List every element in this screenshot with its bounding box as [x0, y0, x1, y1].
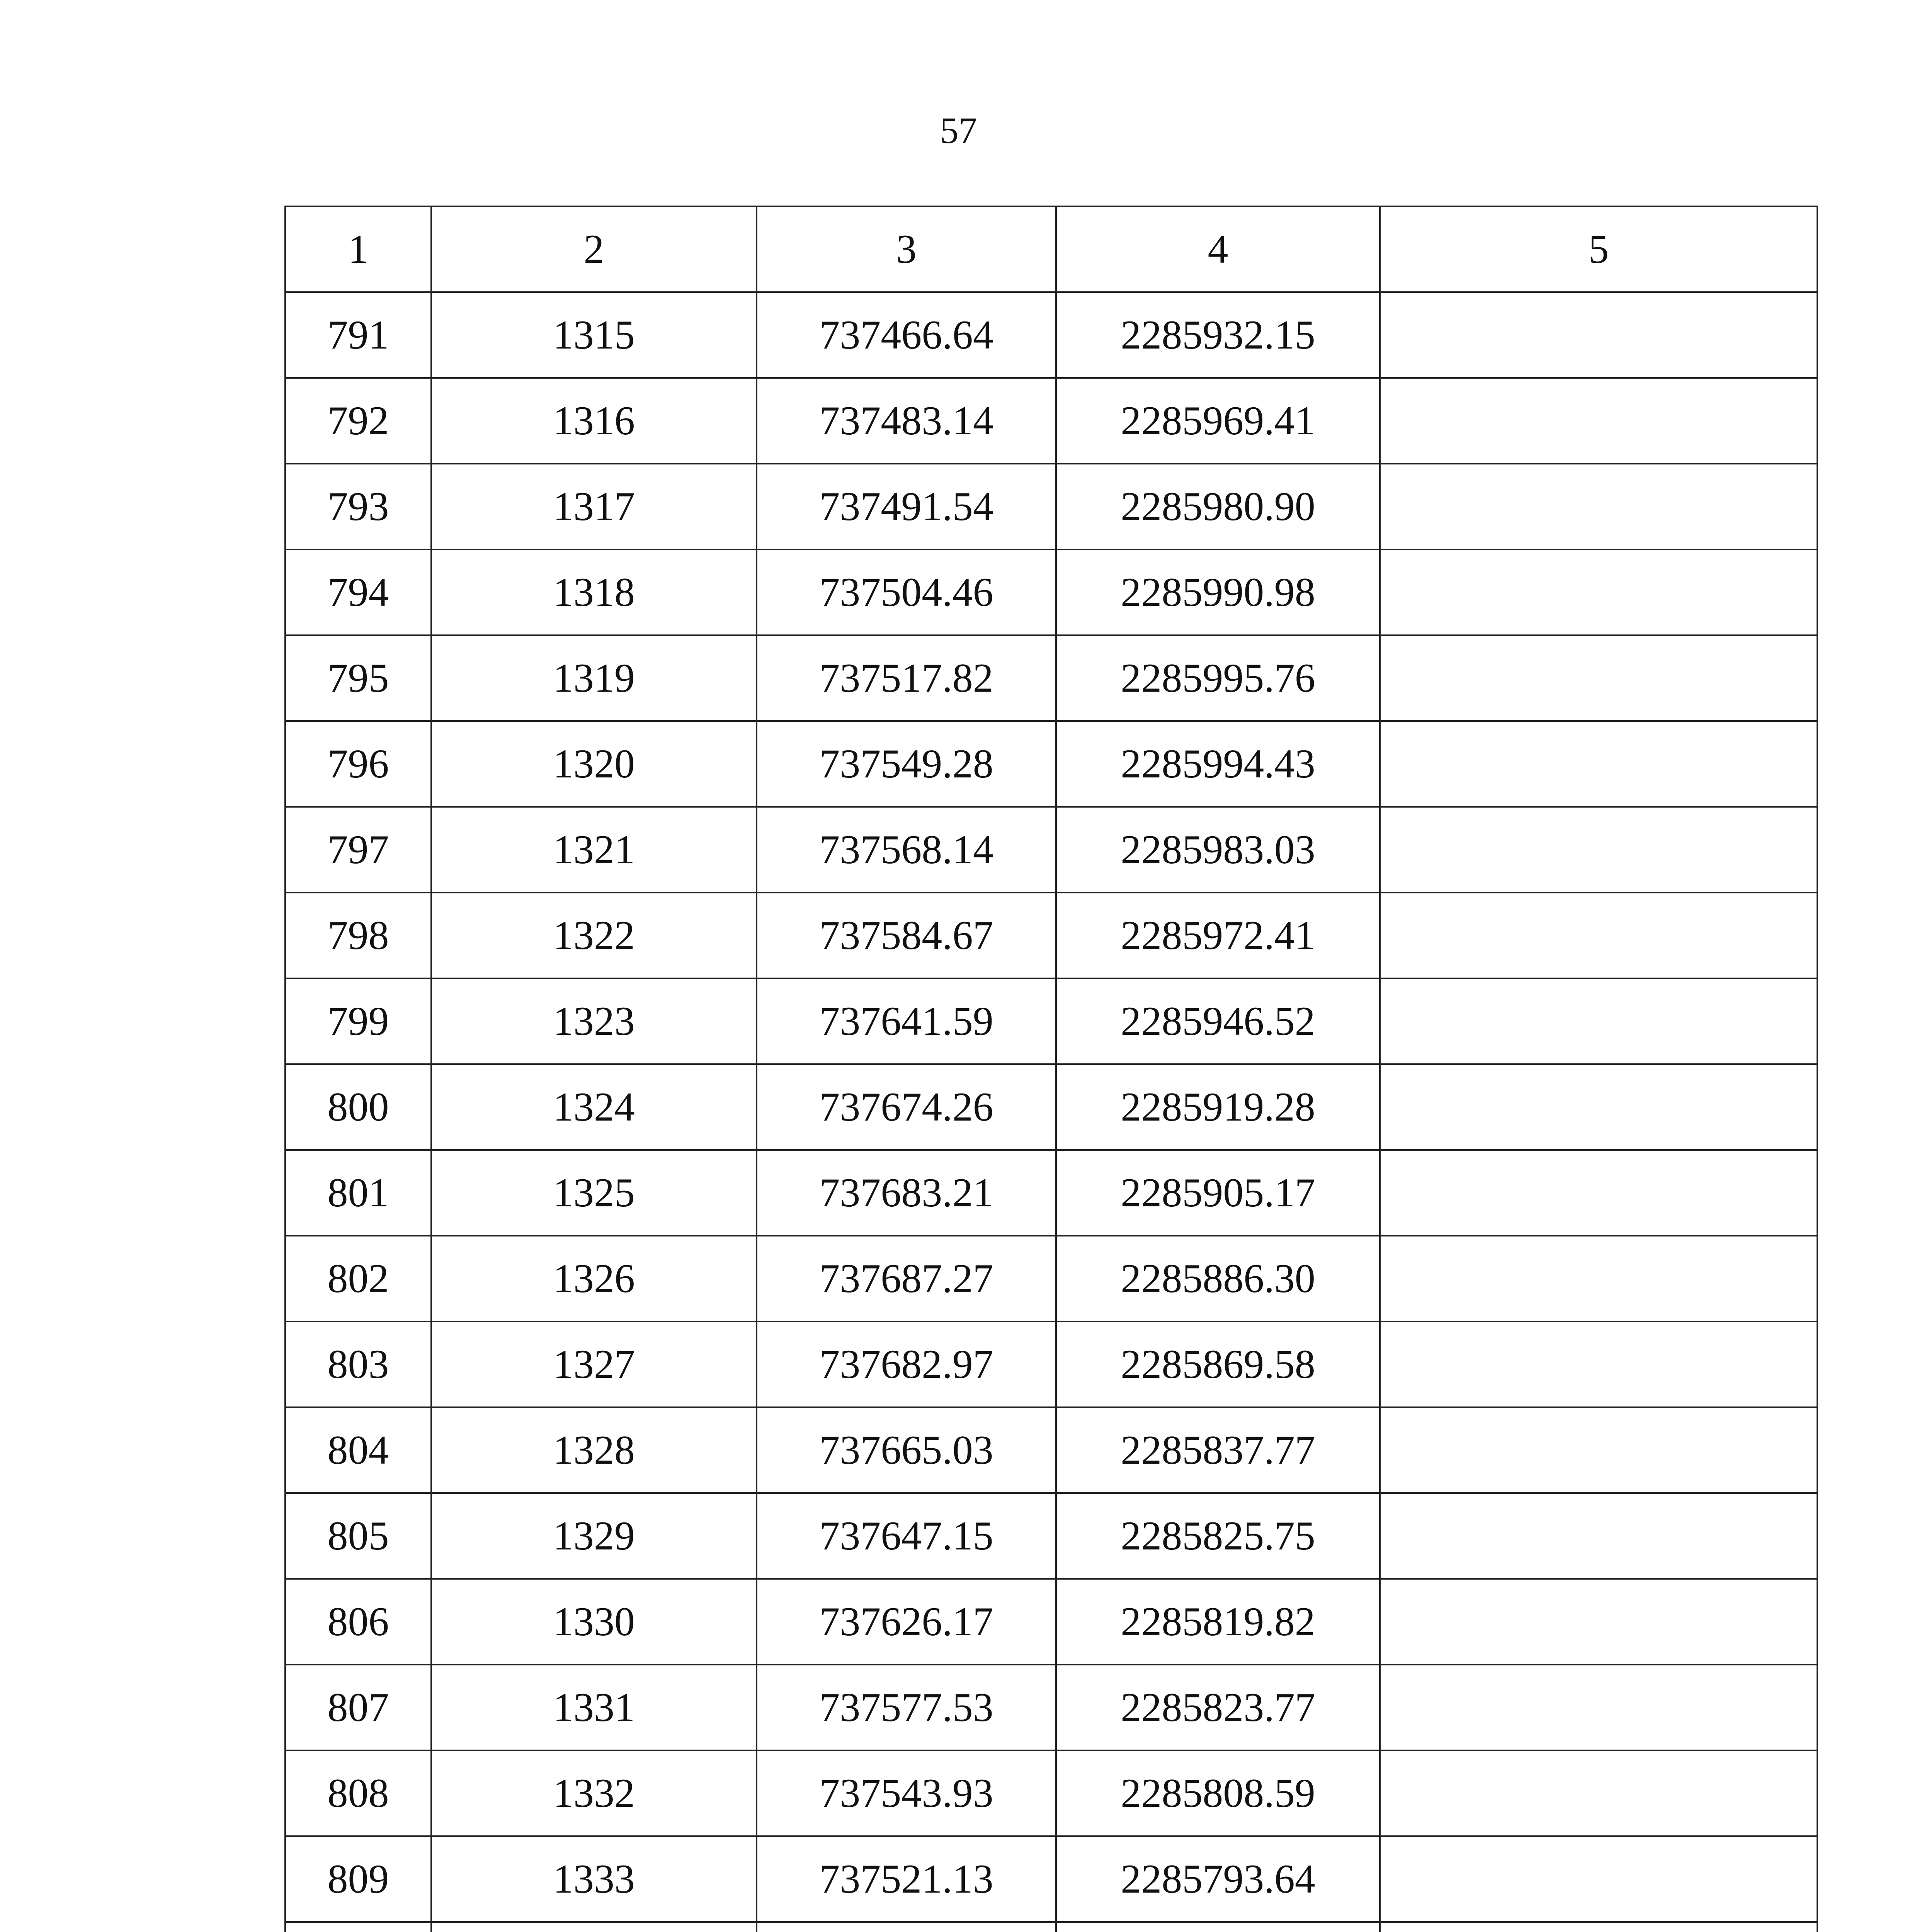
table-cell-col-2: 1324 — [431, 1064, 757, 1150]
table-row — [285, 378, 1817, 464]
table-cell-col-2: 1328 — [431, 1407, 757, 1493]
table-cell-col-3: 737543.93 — [757, 1750, 1056, 1836]
table-cell-col-1: 800 — [285, 1064, 431, 1150]
table-cell-col-4 — [1056, 1922, 1380, 1932]
table-cell-col-1: 794 — [285, 549, 431, 635]
table-cell-col-2: 1327 — [431, 1321, 757, 1407]
table-cell-col-5 — [1380, 1836, 1817, 1922]
table-cell-col-3: 737647.15 — [757, 1493, 1056, 1579]
table-row — [285, 1836, 1817, 1922]
table-cell-col-5 — [1380, 1579, 1817, 1665]
table-cell-col-4: 2285837.77 — [1056, 1407, 1380, 1493]
table-cell-col-2: 1315 — [431, 292, 757, 378]
table-cell-col-5 — [1380, 1321, 1817, 1407]
table-cell-col-4: 2285995.76 — [1056, 635, 1380, 721]
table-cell-col-5 — [1380, 1407, 1817, 1493]
table-cell-col-5 — [1380, 1064, 1817, 1150]
table-cell-col-3: 737491.54 — [757, 464, 1056, 549]
table-cell-col-3: 737483.14 — [757, 378, 1056, 464]
table-cell-col-1: 792 — [285, 378, 431, 464]
table-row — [285, 1750, 1817, 1836]
table-cell-col-5 — [1380, 1750, 1817, 1836]
table-cell-col-1: 806 — [285, 1579, 431, 1665]
table-row — [285, 1922, 1817, 1932]
page-number: 57 — [940, 110, 977, 151]
table-cell-col-4: 2285990.98 — [1056, 549, 1380, 635]
table-row — [285, 978, 1817, 1064]
table-cell-col-1: 799 — [285, 978, 431, 1064]
table-row — [285, 1236, 1817, 1321]
table-cell-col-5 — [1380, 721, 1817, 807]
table-cell-col-5 — [1380, 807, 1817, 893]
table-cell-col-2: 1316 — [431, 378, 757, 464]
table-cell-col-4: 2285972.41 — [1056, 893, 1380, 978]
table-cell-col-3: 737568.14 — [757, 807, 1056, 893]
table-cell-col-2: 1321 — [431, 807, 757, 893]
header-cell-1: 1 — [285, 206, 431, 292]
table-cell-col-5 — [1380, 1493, 1817, 1579]
table-row — [285, 1321, 1817, 1407]
table-cell-col-4: 2285823.77 — [1056, 1665, 1380, 1750]
table-row — [285, 1064, 1817, 1150]
table-cell-col-1: 803 — [285, 1321, 431, 1407]
table-cell-col-2: 1330 — [431, 1579, 757, 1665]
table-cell-col-3: 737577.53 — [757, 1665, 1056, 1750]
table-cell-col-5 — [1380, 464, 1817, 549]
table-header-row — [285, 206, 1817, 292]
table-cell-col-3: 737687.27 — [757, 1236, 1056, 1321]
table-row — [285, 1150, 1817, 1236]
table-cell-col-2: 1325 — [431, 1150, 757, 1236]
table-cell-col-3: 737517.82 — [757, 635, 1056, 721]
table-row — [285, 1665, 1817, 1750]
table-cell-col-5 — [1380, 893, 1817, 978]
table-cell-col-5 — [1380, 292, 1817, 378]
coordinates-table — [284, 206, 1818, 1932]
header-cell-3: 3 — [757, 206, 1056, 292]
table-cell-col-4: 2285886.30 — [1056, 1236, 1380, 1321]
table-cell-col-2: 1323 — [431, 978, 757, 1064]
table-cell-col-3: 737683.21 — [757, 1150, 1056, 1236]
table-cell-col-4: 2285980.90 — [1056, 464, 1380, 549]
table-cell-col-2: 1318 — [431, 549, 757, 635]
table-row — [285, 1407, 1817, 1493]
table-cell-col-1: 801 — [285, 1150, 431, 1236]
table-cell-col-4: 2285825.75 — [1056, 1493, 1380, 1579]
table-cell-col-1: 808 — [285, 1750, 431, 1836]
table-cell-col-3: 737504.46 — [757, 549, 1056, 635]
table-cell-col-1: 793 — [285, 464, 431, 549]
table-cell-col-4: 2285819.82 — [1056, 1579, 1380, 1665]
table-cell-col-3: 737665.03 — [757, 1407, 1056, 1493]
header-cell-2: 2 — [431, 206, 757, 292]
table-row — [285, 549, 1817, 635]
table-cell-col-1: 791 — [285, 292, 431, 378]
table-cell-col-3: 737521.13 — [757, 1836, 1056, 1922]
table-body — [285, 206, 1817, 1932]
table-row — [285, 635, 1817, 721]
header-cell-4: 4 — [1056, 206, 1380, 292]
table-cell-col-4: 2285808.59 — [1056, 1750, 1380, 1836]
table-cell-col-5 — [1380, 1922, 1817, 1932]
table-cell-col-5 — [1380, 635, 1817, 721]
table-row — [285, 1579, 1817, 1665]
table-cell-col-2: 1333 — [431, 1836, 757, 1922]
table-cell-col-5 — [1380, 1236, 1817, 1321]
table-cell-col-1: 807 — [285, 1665, 431, 1750]
table-cell-col-4: 2285994.43 — [1056, 721, 1380, 807]
table-row — [285, 464, 1817, 549]
table-cell-col-3: 737549.28 — [757, 721, 1056, 807]
table-cell-col-4: 2285983.03 — [1056, 807, 1380, 893]
table-row — [285, 807, 1817, 893]
table-cell-col-2 — [431, 1922, 757, 1932]
table-cell-col-2: 1331 — [431, 1665, 757, 1750]
table-cell-col-3: 737466.64 — [757, 292, 1056, 378]
table-cell-col-5 — [1380, 378, 1817, 464]
table-cell-col-1: 795 — [285, 635, 431, 721]
table-cell-col-5 — [1380, 1665, 1817, 1750]
table-row — [285, 721, 1817, 807]
table-cell-col-1: 802 — [285, 1236, 431, 1321]
table-cell-col-1: 804 — [285, 1407, 431, 1493]
table-row — [285, 1493, 1817, 1579]
table-cell-col-4: 2285905.17 — [1056, 1150, 1380, 1236]
table-row — [285, 292, 1817, 378]
table-cell-col-4: 2285869.58 — [1056, 1321, 1380, 1407]
table-cell-col-3: 737682.97 — [757, 1321, 1056, 1407]
table-cell-col-5 — [1380, 549, 1817, 635]
table-cell-col-5 — [1380, 1150, 1817, 1236]
table-cell-col-1: 809 — [285, 1836, 431, 1922]
table-cell-col-2: 1322 — [431, 893, 757, 978]
table-cell-col-3: 737641.59 — [757, 978, 1056, 1064]
table-row — [285, 893, 1817, 978]
table-cell-col-2: 1320 — [431, 721, 757, 807]
table-cell-col-1: 805 — [285, 1493, 431, 1579]
table-cell-col-3: 737626.17 — [757, 1579, 1056, 1665]
table-cell-col-2: 1326 — [431, 1236, 757, 1321]
table-cell-col-4: 2285793.64 — [1056, 1836, 1380, 1922]
table-cell-col-2: 1319 — [431, 635, 757, 721]
table-cell-col-1: 796 — [285, 721, 431, 807]
table-cell-col-3: 737674.26 — [757, 1064, 1056, 1150]
table-cell-col-4: 2285969.41 — [1056, 378, 1380, 464]
table-cell-col-4: 2285932.15 — [1056, 292, 1380, 378]
table-cell-col-4: 2285946.52 — [1056, 978, 1380, 1064]
table-cell-col-2: 1329 — [431, 1493, 757, 1579]
table-cell-col-1 — [285, 1922, 431, 1932]
table-cell-col-2: 1317 — [431, 464, 757, 549]
table-cell-col-2: 1332 — [431, 1750, 757, 1836]
header-cell-5: 5 — [1380, 206, 1817, 292]
table-cell-col-3: 737584.67 — [757, 893, 1056, 978]
table-cell-col-1: 797 — [285, 807, 431, 893]
table-cell-col-4: 2285919.28 — [1056, 1064, 1380, 1150]
table-cell-col-5 — [1380, 978, 1817, 1064]
table-cell-col-3 — [757, 1922, 1056, 1932]
table-cell-col-1: 798 — [285, 893, 431, 978]
